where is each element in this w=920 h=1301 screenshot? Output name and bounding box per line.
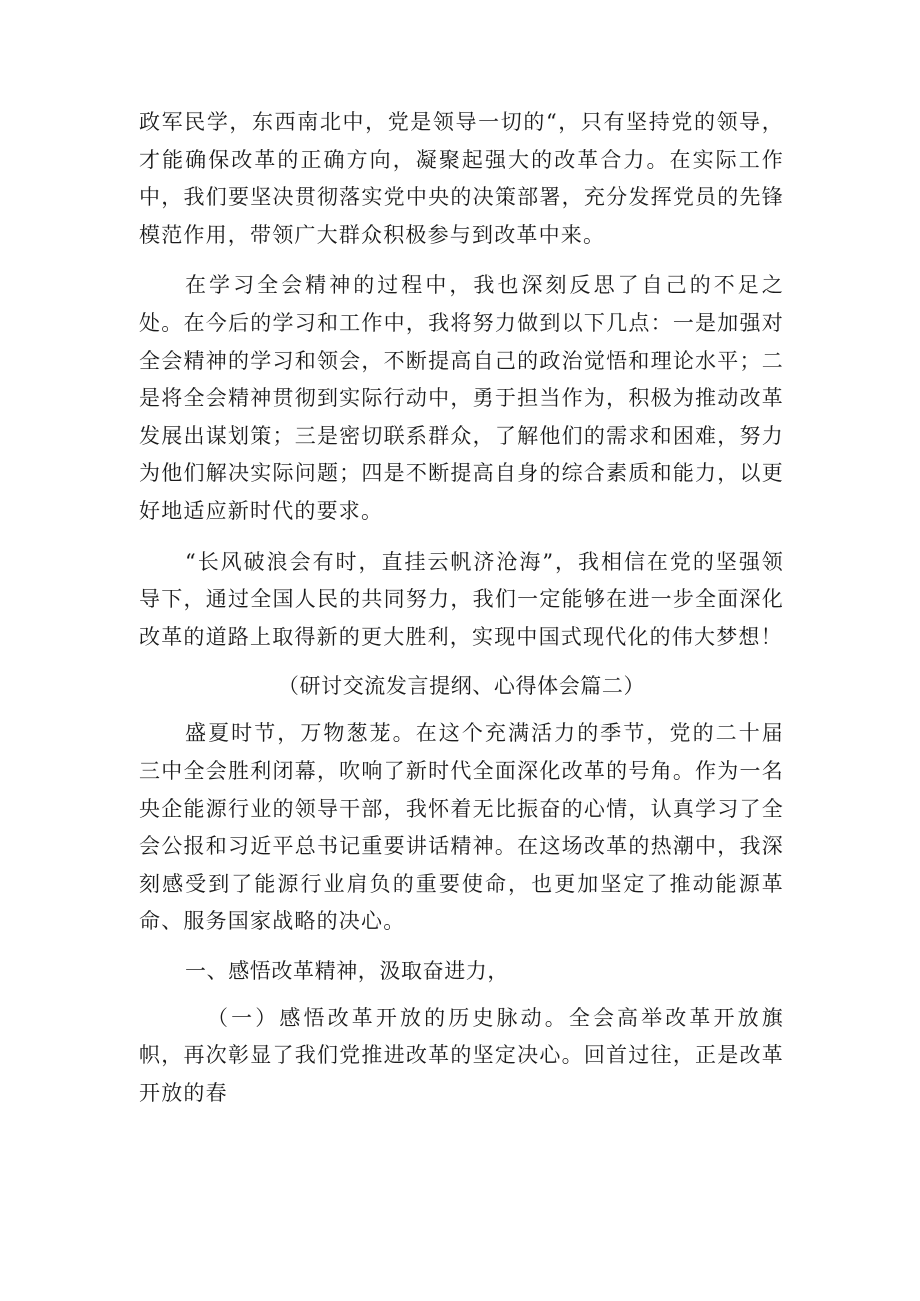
document-body	[139, 104, 784, 1113]
paragraph-party-leadership: 政军民学，东西南北中，党是领导一切的“，只有坚持党的领导，才能确保改革的正确方向，凝聚起强大的改革合力。在实际工作中，我们要坚决贯彻落实党中央的决策部署，充分发挥党员的先锋模范作用，带领广大群众积极参与到改革中来。	[139, 110, 784, 247]
paragraph-self-reflection: 在学习全会精神的过程中，我也深刻反思了自己的不足之处。在今后的学习和工作中，我将努力做到以下几点：一是加强对全会精神的学习和领会，不断提高自己的政治觉悟和理论水平；二是将全会精神贯彻到实际行动中，勇于担当作为，积极为推动改革发展出谋划策；三是密切联系群众，了解他们的需求和困难，努力为他们解决实际问题；四是不断提高自身的综合素质和能力，以更好地适应新时代的要求。	[139, 273, 784, 523]
paragraph-closing-quote: “长风破浪会有时，直挂云帆济沧海”，我相信在党的坚强领导下，通过全国人民的共同努力，我们一定能够在进一步全面深化改革的道路上取得新的更大胜利，实现中国式现代化的伟大梦想！	[139, 549, 784, 649]
section-heading-part-two: （研讨交流发言提纲、心得体会篇二）	[277, 674, 646, 699]
paragraph-reform-history: （一）感悟改革开放的历史脉动。全会高举改革开放旗帜，再次彰显了我们党推进改革的坚定决心。回首过往，正是改革开放的春	[139, 1005, 784, 1106]
subheading-reform-spirit: 一、感悟改革精神，汲取奋进力，	[185, 958, 509, 983]
paragraph-midsummer-intro: 盛夏时节，万物葱茏。在这个充满活力的季节，党的二十届三中全会胜利闭幕，吹响了新时代全面深化改革的号角。作为一名央企能源行业的领导干部，我怀着无比振奋的心情，认真学习了全会公报和习近平总书记重要讲话精神。在这场改革的热潮中，我深刻感受到了能源行业肩负的重要使命，也更加坚定了推动能源革命、服务国家战略的决心。	[139, 721, 784, 934]
